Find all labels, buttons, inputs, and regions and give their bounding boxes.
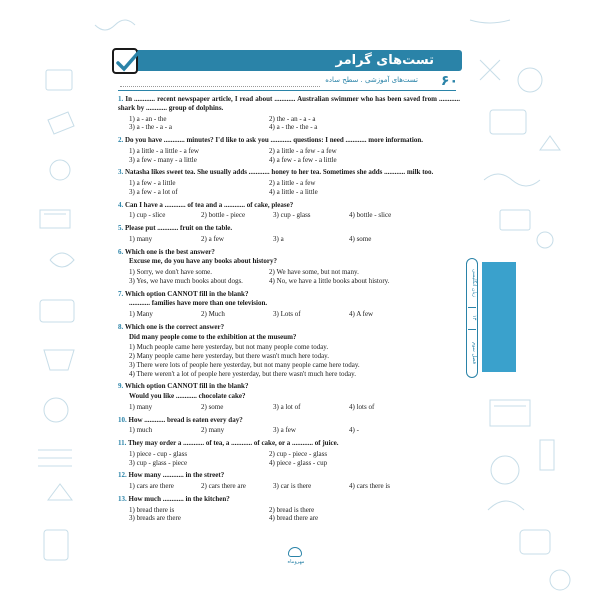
- question-stem: [118, 439, 460, 448]
- question-number: 13.: [118, 494, 127, 503]
- options-list: [118, 179, 460, 197]
- options-list: [118, 211, 460, 220]
- question-item: [118, 323, 460, 379]
- question-substem: ............ families have more than one television.: [129, 299, 268, 308]
- question-stem: [118, 248, 460, 257]
- chapter-color-bar: [482, 262, 516, 372]
- question-number: 4.: [118, 200, 124, 209]
- question-stem: [118, 136, 460, 145]
- publisher-logo-icon: [288, 547, 302, 557]
- answer-option[interactable]: 2) cup - piece - glass: [269, 449, 328, 458]
- options-list: [118, 235, 460, 244]
- answer-option[interactable]: 3) a few: [273, 426, 296, 435]
- question-text: Can I have a ............ of tea and a ............ of cake, please?: [125, 200, 294, 209]
- question-item: [118, 224, 460, 244]
- answer-option[interactable]: 2) cars there are: [201, 482, 246, 490]
- options-list: [118, 268, 460, 286]
- question-number: 8.: [118, 322, 124, 331]
- answer-option[interactable]: 3) There were lots of people here yesterday, but not many people came here today.: [129, 360, 360, 369]
- answer-option[interactable]: 4) No, we have a little books about history.: [269, 276, 390, 285]
- question-text: Which option CANNOT fill in the blank?: [124, 382, 249, 391]
- question-item: [118, 471, 460, 491]
- answer-option[interactable]: 2) a little - a few - a few: [269, 146, 337, 155]
- options-list: [118, 426, 460, 435]
- question-text: How ............ bread is eaten every day?: [128, 415, 243, 424]
- question-item: [118, 95, 460, 132]
- answer-option[interactable]: 1) a little - a little - a few: [129, 146, 199, 155]
- question-number: 5.: [118, 224, 124, 232]
- questions-list: [118, 95, 460, 527]
- answer-option[interactable]: 4) bottle - slice: [349, 211, 392, 220]
- answer-option[interactable]: 4) some: [349, 234, 372, 243]
- side-tab-chapter: فصل سوم: [471, 342, 477, 364]
- question-number: 11.: [118, 439, 127, 447]
- question-item: [118, 168, 460, 196]
- answer-option[interactable]: 4) There weren't a lot of people here yesterday, but there wasn't much here today.: [129, 369, 356, 378]
- question-stem: [118, 224, 460, 233]
- answer-option[interactable]: 1) a few - a little: [129, 179, 176, 187]
- header-divider: [118, 90, 456, 91]
- answer-option[interactable]: 4) a few - a few - a little: [269, 155, 337, 164]
- question-number: 3.: [118, 168, 124, 177]
- question-text: Please put ............ fruit on the table.: [125, 224, 233, 232]
- options-list: [118, 482, 460, 491]
- answer-option[interactable]: 3) a - the - a - a: [129, 123, 172, 132]
- question-stem: [118, 495, 460, 504]
- question-stem: [118, 382, 460, 391]
- answer-option[interactable]: 4) bread there are: [269, 514, 319, 523]
- options-list: [118, 343, 460, 378]
- question-item: [118, 248, 460, 286]
- question-text: Which one is the correct answer?: [124, 322, 225, 331]
- answer-option[interactable]: 3) cup - glass: [273, 211, 311, 220]
- answer-option[interactable]: 2) the - an - a - a: [269, 114, 316, 123]
- answer-option[interactable]: 3) a few - many - a little: [129, 155, 197, 164]
- answer-option[interactable]: 3) Yes, we have much books about dogs.: [129, 276, 243, 285]
- answer-option[interactable]: 4) A few: [349, 310, 374, 318]
- question-item: [118, 290, 460, 319]
- answer-option[interactable]: 2) a little - a few: [269, 179, 316, 187]
- question-number: 1.: [118, 95, 124, 103]
- answer-option[interactable]: 1) many: [129, 402, 153, 411]
- side-tab-separator: [468, 329, 476, 330]
- answer-option[interactable]: 1) Sorry, we don't have some.: [129, 268, 213, 276]
- side-tab-separator: [468, 307, 476, 308]
- question-stem: [118, 323, 460, 332]
- answer-option[interactable]: 2) many: [201, 426, 225, 435]
- question-stem: [118, 416, 460, 425]
- question-text: In ............ recent newspaper article, I read about ............ Australian swimmer who has been saved from ............ shark by ............ group of dolphins.: [118, 95, 461, 112]
- side-tab-page: ۱۳: [471, 315, 477, 321]
- answer-option[interactable]: 2) some: [201, 402, 224, 411]
- answer-option[interactable]: 1) cup - slice: [129, 211, 166, 220]
- section-subtitle: تست‌های آموزشی . سطح ساده: [325, 76, 418, 84]
- side-tab-subject: زبان انگلیسی: [471, 269, 477, 297]
- options-list: [118, 403, 460, 412]
- answer-option[interactable]: 2) We have some, but not many.: [269, 268, 359, 276]
- question-text: Which option CANNOT fill in the blank?: [124, 289, 249, 298]
- question-item: [118, 495, 460, 523]
- side-tab: [466, 258, 478, 378]
- publisher-logo: [275, 547, 317, 567]
- question-text: Which one is the best answer?: [124, 247, 215, 256]
- section-number: ۶۰: [440, 73, 458, 89]
- answer-option[interactable]: 4) -: [349, 426, 359, 435]
- question-number: 2.: [118, 136, 124, 144]
- answer-option[interactable]: 1) piece - cup - glass: [129, 449, 188, 458]
- section-title: تست‌های گرامر: [335, 53, 434, 68]
- answer-option[interactable]: 4) piece - glass - cup: [269, 458, 328, 467]
- question-item: [118, 416, 460, 436]
- question-item: [118, 201, 460, 221]
- answer-option[interactable]: 4) a - the - the - a: [269, 123, 318, 132]
- question-stem: [118, 471, 460, 480]
- options-list: [118, 450, 460, 468]
- answer-option[interactable]: 2) bottle - piece: [201, 211, 246, 220]
- question-stem: [118, 290, 460, 299]
- answer-option[interactable]: 4) lots of: [349, 402, 375, 411]
- answer-option[interactable]: 3) breads are there: [129, 514, 181, 523]
- question-text: How much ............ in the kitchen?: [128, 494, 230, 503]
- answer-option[interactable]: 2) Many people came here yesterday, but there wasn't much here today.: [129, 352, 329, 360]
- answer-option[interactable]: 3) a few - a lot of: [129, 187, 178, 196]
- question-number: 12.: [118, 471, 127, 480]
- question-substem: Would you like ............ chocolate cake?: [129, 392, 246, 400]
- answer-option[interactable]: 1) much: [129, 426, 153, 435]
- question-number: 7.: [118, 289, 124, 298]
- answer-option[interactable]: 1) cars are there: [129, 482, 174, 490]
- question-text: How many ............ in the street?: [128, 471, 225, 480]
- answer-option[interactable]: 2) Much: [201, 310, 225, 318]
- answer-option[interactable]: 3) a: [273, 234, 284, 243]
- subheader: [300, 73, 458, 90]
- answer-option[interactable]: 3) car is there: [273, 482, 312, 490]
- options-list: [118, 506, 460, 524]
- question-stem: [118, 201, 460, 210]
- subheader-dots: [120, 86, 320, 87]
- answer-option[interactable]: 4) a little - a little: [269, 187, 318, 196]
- question-item: [118, 136, 460, 164]
- question-stem: [118, 168, 460, 177]
- question-item: [118, 382, 460, 411]
- section-header: [112, 48, 462, 73]
- question-number: 9.: [118, 382, 124, 391]
- answer-option[interactable]: 1) a - an - the: [129, 114, 167, 123]
- question-number: 6.: [118, 247, 124, 256]
- question-substem: Did many people come to the exhibition at the museum?: [129, 332, 297, 341]
- answer-option[interactable]: 1) bread there is: [129, 505, 175, 514]
- answer-option[interactable]: 4) cars there is: [349, 482, 391, 490]
- question-number: 10.: [118, 415, 127, 424]
- options-list: [118, 147, 460, 165]
- answer-option[interactable]: 1) many: [129, 234, 153, 243]
- options-list: [118, 310, 460, 319]
- answer-option[interactable]: 2) a few: [201, 234, 224, 243]
- options-list: [118, 115, 460, 133]
- question-text: Natasha likes sweet tea. She usually adds ............ honey to her tea. Sometimes she adds ............ milk too.: [125, 168, 434, 177]
- question-substem: Excuse me, do you have any books about history?: [129, 257, 277, 266]
- answer-option[interactable]: 3) Lots of: [273, 310, 301, 318]
- question-item: [118, 439, 460, 467]
- answer-option[interactable]: 3) a lot of: [273, 402, 301, 411]
- answer-option[interactable]: 1) Many: [129, 310, 153, 318]
- question-stem: [118, 95, 460, 113]
- question-text: Do you have ............ minutes? I'd like to ask you ............ questions: I need ............ more information.: [125, 136, 423, 144]
- question-text: They may order a ............ of tea, a ............ of cake, or a ............ of juice.: [128, 439, 339, 447]
- answer-option[interactable]: 1) Much people came here yesterday, but not many people come today.: [129, 343, 329, 352]
- checkmark-icon: [112, 48, 138, 74]
- answer-option[interactable]: 2) bread is there: [269, 505, 315, 514]
- publisher-name: مهروماه: [287, 559, 305, 565]
- answer-option[interactable]: 3) cup - glass - piece: [129, 458, 188, 467]
